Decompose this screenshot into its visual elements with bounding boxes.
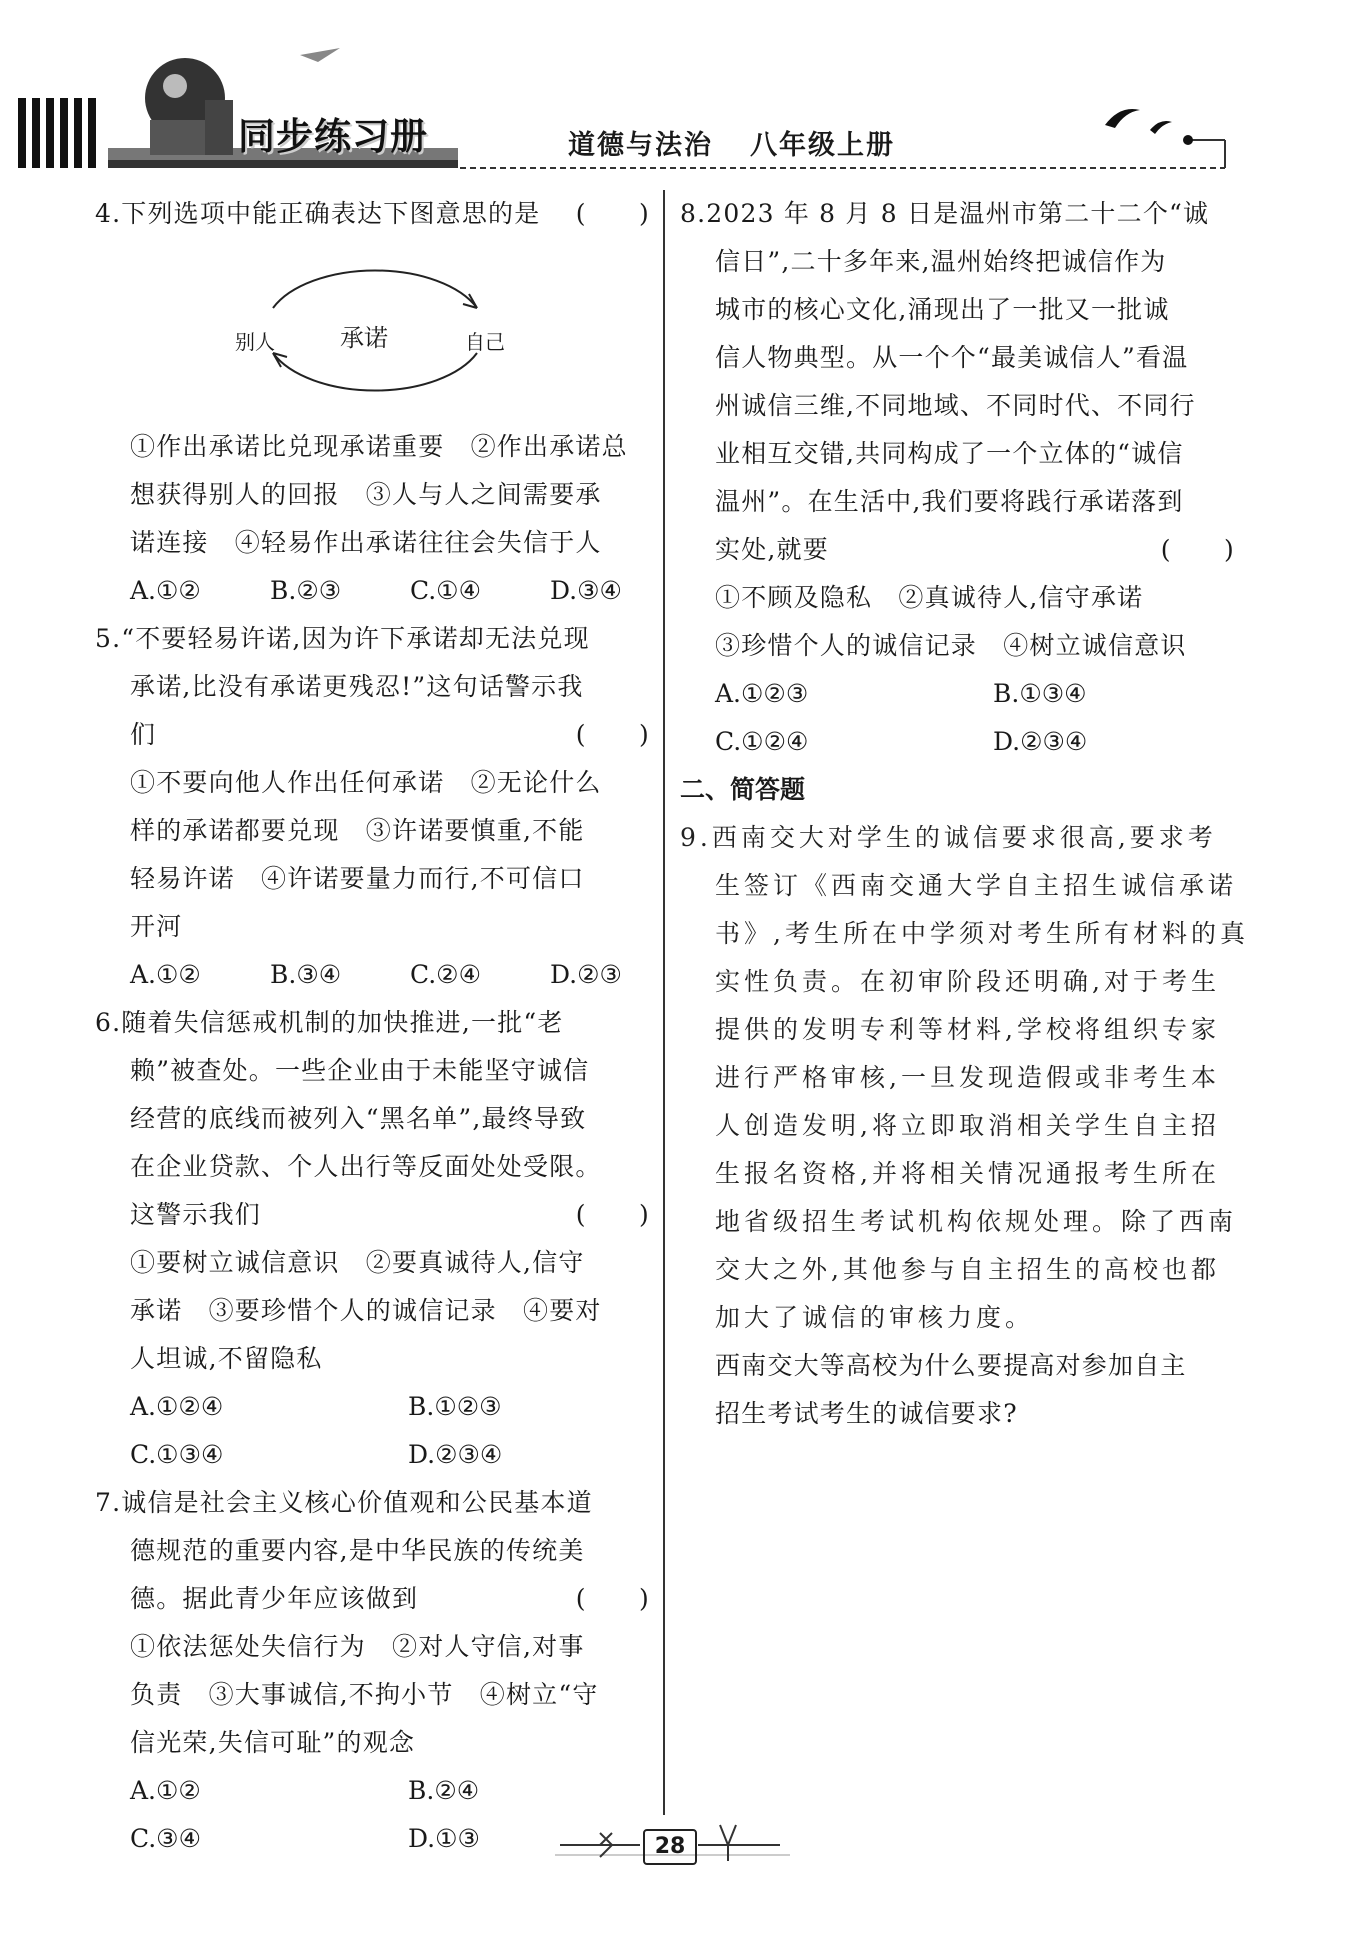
option-d: D.②③ <box>550 960 622 989</box>
statement-line: 样的承诺都要兑现 ③许诺要慎重,不能 <box>130 816 585 845</box>
answer-paren: ( ) <box>575 199 650 228</box>
page-number: 28 <box>643 1829 697 1865</box>
answer-paren: ( ) <box>575 1584 650 1613</box>
prompt-line: 招生考试考生的诚信要求? <box>715 1399 1018 1428</box>
option-c: C.①④ <box>410 576 482 605</box>
question-line: 8.2023 年 8 月 8 日是温州市第二十二个“诚 <box>680 199 1210 228</box>
diagram-label-self: 自己 <box>465 330 505 354</box>
option-c: C.③④ <box>130 1824 202 1853</box>
left-column <box>95 190 650 1863</box>
statement-line: 诺连接 ④轻易作出承诺往往会失信于人 <box>130 528 602 557</box>
column-divider <box>663 190 665 1815</box>
question-line: 交大之外,其他参与自主招生的高校也都 <box>715 1255 1220 1284</box>
section-title: 二、简答题 <box>680 775 806 804</box>
statement-line: 开河 <box>130 912 183 941</box>
option-a: A.①② <box>130 576 201 605</box>
question-line: 经营的底线而被列入“黑名单”,最终导致 <box>130 1104 587 1133</box>
question-line: 加大了诚信的审核力度。 <box>715 1303 1035 1332</box>
question-line: 在企业贷款、个人出行等反面处处受限。 <box>130 1152 602 1181</box>
question-line: 承诺,比没有承诺更残忍!”这句话警示我 <box>130 672 584 701</box>
option-b: B.②④ <box>408 1776 480 1805</box>
option-a: A.①②④ <box>130 1392 224 1421</box>
option-b: B.①③④ <box>993 679 1087 708</box>
grade-label: 八年级上册 <box>750 130 895 161</box>
option-b: B.③④ <box>270 960 342 989</box>
question-line: 德规范的重要内容,是中华民族的传统美 <box>130 1536 585 1565</box>
question-8 <box>680 190 1235 766</box>
option-b: B.②③ <box>270 576 342 605</box>
diagram-label-promise: 承诺 <box>340 324 388 352</box>
statement-line: 轻易许诺 ④许诺要量力而行,不可信口 <box>130 864 585 893</box>
statement-line: ①不要向他人作出任何承诺 ②无论什么 <box>130 768 602 797</box>
answer-options <box>680 670 1235 718</box>
option-a: A.①② <box>130 960 201 989</box>
question-4 <box>95 190 650 615</box>
question-line: 生签订《西南交通大学自主招生诚信承诺 <box>715 871 1238 900</box>
question-line: 州诚信三维,不同地域、不同时代、不同行 <box>715 391 1196 420</box>
question-line: 们 ( ) <box>95 711 650 759</box>
option-d: D.③④ <box>550 576 622 605</box>
question-line: 7.诚信是社会主义核心价值观和公民基本道 <box>95 1488 593 1517</box>
prompt-line: 西南交大等高校为什么要提高对参加自主 <box>715 1351 1187 1380</box>
question-line: 业相互交错,共同构成了一个立体的“诚信 <box>715 439 1184 468</box>
question-line: 6.随着失信惩戒机制的加快推进,一批“老 <box>95 1008 564 1037</box>
question-line: 4.下列选项中能正确表达下图意思的是 ( ) <box>95 190 650 238</box>
page-header <box>0 0 1350 175</box>
statement-line: ①作出承诺比兑现承诺重要 ②作出承诺总 <box>130 432 628 461</box>
question-line: 9.西南交大对学生的诚信要求很高,要求考 <box>680 823 1217 852</box>
answer-options <box>95 1383 650 1431</box>
question-7 <box>95 1479 650 1863</box>
answer-options <box>95 1431 650 1479</box>
question-line: 温州”。在生活中,我们要将践行承诺落到 <box>715 487 1184 516</box>
option-a: A.①② <box>130 1776 201 1805</box>
statement-line: ①要树立诚信意识 ②要真诚待人,信守 <box>130 1248 585 1277</box>
option-c: C.②④ <box>410 960 482 989</box>
question-line: 这警示我们 ( ) <box>95 1191 650 1239</box>
question-line: 信人物典型。从一个个“最美诚信人”看温 <box>715 343 1189 372</box>
statement-line: 信光荣,失信可耻”的观念 <box>130 1728 416 1757</box>
question-line: 信日”,二十多年来,温州始终把诚信作为 <box>715 247 1167 276</box>
question-line: 进行严格审核,一旦发现造假或非考生本 <box>715 1063 1220 1092</box>
question-line: 地省级招生考试机构依规处理。除了西南 <box>715 1207 1238 1236</box>
statement-line: 想获得别人的回报 ③人与人之间需要承 <box>130 480 602 509</box>
answer-options <box>95 1767 650 1815</box>
subject-label: 道德与法治 <box>568 130 713 161</box>
option-d: D.①③ <box>408 1824 480 1853</box>
option-d: D.②③④ <box>408 1440 503 1469</box>
question-line: 5.“不要轻易许诺,因为许下承诺却无法兑现 <box>95 624 590 653</box>
statement-line: ①依法惩处失信行为 ②对人守信,对事 <box>130 1632 585 1661</box>
answer-paren: ( ) <box>575 720 650 749</box>
right-column <box>680 190 1249 1438</box>
answer-options <box>95 567 650 615</box>
question-line: 德。据此青少年应该做到 ( ) <box>95 1575 650 1623</box>
question-line: 生报名资格,并将相关情况通报考生所在 <box>715 1159 1220 1188</box>
statement-line: 承诺 ③要珍惜个人的诚信记录 ④要对 <box>130 1296 602 1325</box>
answer-options <box>95 951 650 999</box>
diagram-label-others: 别人 <box>235 330 275 354</box>
promise-diagram <box>235 238 505 423</box>
statement-line: ③珍惜个人的诚信记录 ④树立诚信意识 <box>715 631 1187 660</box>
question-line: 人创造发明,将立即取消相关学生自主招 <box>715 1111 1220 1140</box>
workbook-title: 同步练习册 <box>238 115 428 158</box>
option-b: B.①②③ <box>408 1392 502 1421</box>
question-line: 书》,考生所在中学须对考生所有材料的真 <box>715 919 1249 948</box>
question-line: 提供的发明专利等材料,学校将组织专家 <box>715 1015 1220 1044</box>
statement-line: 人坦诚,不留隐私 <box>130 1344 323 1373</box>
answer-paren: ( ) <box>575 1200 650 1229</box>
question-line: 实处,就要 ( ) <box>680 526 1235 574</box>
answer-options <box>680 718 1235 766</box>
question-line: 实性负责。在初审阶段还明确,对于考生 <box>715 967 1220 996</box>
statement-line: 负责 ③大事诚信,不拘小节 ④树立“守 <box>130 1680 599 1709</box>
answer-paren: ( ) <box>1160 535 1235 564</box>
option-d: D.②③④ <box>993 727 1088 756</box>
question-line: 城市的核心文化,涌现出了一批又一批诚 <box>715 295 1170 324</box>
option-c: C.①③④ <box>130 1440 224 1469</box>
question-5 <box>95 615 650 999</box>
option-c: C.①②④ <box>715 727 809 756</box>
statement-line: ①不顾及隐私 ②真诚待人,信守承诺 <box>715 583 1144 612</box>
option-a: A.①②③ <box>715 679 809 708</box>
question-line: 赖”被查处。一些企业由于未能坚守诚信 <box>130 1056 590 1085</box>
question-6 <box>95 999 650 1479</box>
question-9 <box>680 814 1249 1438</box>
